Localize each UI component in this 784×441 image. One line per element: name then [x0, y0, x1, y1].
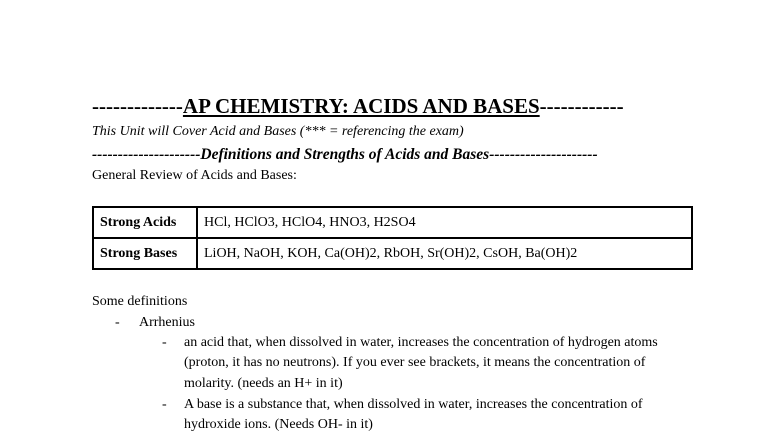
- title-prefix: -------------: [92, 94, 183, 118]
- title-suffix: ------------: [539, 94, 624, 118]
- strengths-table: [92, 206, 693, 270]
- table-cell-label: Strong Bases: [93, 238, 197, 269]
- definitions-label: Some definitions: [92, 294, 188, 309]
- table-row: [93, 207, 692, 238]
- table-row: [93, 238, 692, 269]
- list-bullet: -: [115, 315, 120, 330]
- arrhenius-label: Arrhenius: [139, 315, 195, 330]
- list-item: an acid that, when dissolved in water, increases the concentration of hydrogen atoms (proton, it has no neutrons). If you ever see brackets, it means the concentration of molarity. (needs an H+ in it): [184, 335, 658, 391]
- section-heading: ---------------------Definitions and Strengths of Acids and Bases---------------------: [92, 146, 598, 163]
- intro-text: General Review of Acids and Bases:: [92, 168, 297, 183]
- title-main: AP CHEMISTRY: ACIDS AND BASES: [182, 94, 540, 118]
- table-cell-value: HCl, HClO3, HClO4, HNO3, H2SO4: [197, 207, 692, 238]
- list-item: A base is a substance that, when dissolved in water, increases the concentration of hydroxide ions. (Needs OH- in it): [184, 397, 643, 433]
- list-bullet: -: [162, 397, 167, 412]
- document-subtitle: This Unit will Cover Acid and Bases (*** = referencing the exam): [92, 124, 464, 139]
- table-cell-value: LiOH, NaOH, KOH, Ca(OH)2, RbOH, Sr(OH)2, CsOH, Ba(OH)2: [197, 238, 692, 269]
- table-cell-label: Strong Acids: [93, 207, 197, 238]
- list-bullet: -: [162, 335, 167, 350]
- document-title: [92, 92, 692, 120]
